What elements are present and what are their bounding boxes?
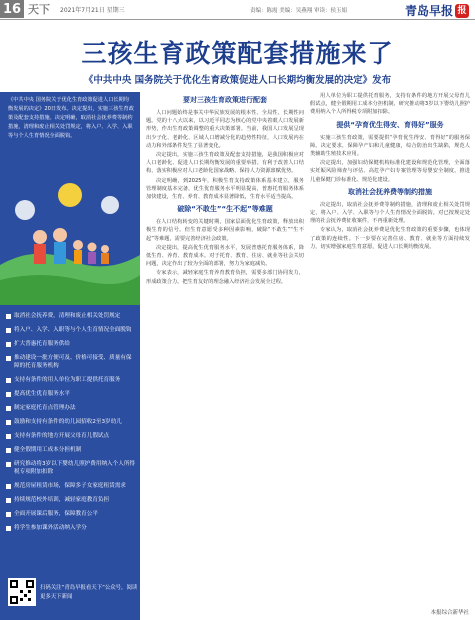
measure-item [6,482,136,490]
square-bullet-icon [6,392,11,397]
family-illustration [0,175,140,305]
article-column-1 [146,92,304,287]
measure-item [6,312,136,320]
square-bullet-icon [6,512,11,517]
measure-text: 提高优生优育服务水平 [14,391,70,397]
body-paragraph: 决定明确，到2025年，积极生育支持政策体系基本建立，服务管理制度基本完备，优生优育服务水平明显提高，普惠托育服务体系加快建设，生育、养育、教育成本显著降低，生育水平适当提高。 [146,177,304,201]
measure-text: 取消社会抚养费，清理和废止相关处罚规定 [14,313,121,319]
measure-text: 研究推动将3岁以下婴幼儿照护费用纳入个人所得税专项附加扣除 [14,461,136,475]
measure-item [6,432,136,440]
subheading: 破除“不敢生”“生不起”等难题 [177,205,273,214]
measure-item [6,354,136,370]
body-paragraph: 决定提出，提高优生优育服务水平，发展普惠托育服务体系，降低生育、养育、教育成本。对于托育、教育、住房、就业等社会关切问题，决定作出了较为全面的部署，努力为家庭减负。 [146,244,304,268]
square-bullet-icon [6,356,11,361]
body-paragraph: 专家表示，减轻家庭生育养育教育负担，需要多部门协同发力，形成政策合力。把生育友好的理念融入经济社会发展全过程。 [146,270,304,285]
square-bullet-icon [6,342,11,347]
square-bullet-icon [6,462,11,467]
measure-text: 将学生参加课外活动纳入学分 [14,525,87,531]
body-paragraph: 决定提出，加强妇幼保健机构标准化建设和规范化管理，全面落实妊娠风险筛查与评估、高危孕产妇专案管理等母婴安全制度。推进儿童保健门诊标准化、规范化建设。 [310,160,470,183]
measure-item [6,340,136,348]
measure-text: 支持有条件的地方开展父母育儿假试点 [14,433,110,439]
measure-text: 制定家庭托育点管理办法 [14,405,76,411]
measure-text: 推动建设一批方便可及、价格可接受、质量有保障的托育服务机构 [14,355,132,369]
article-column-2 [310,92,470,252]
body-paragraph: 人口问题始终是事关中华民族发展的根本性、全局性、长期性问题。党的十八大以来，以习近平同志为核心的党中央着眼人口发展新形势，作出生育政策调整的重大决策部署。当前，我国人口发展呈现出少子化、老龄化、区域人口增减分化的趋势性特征，人口发展内在动力和外部条件发生了显著变化。 [146,110,304,149]
measure-item [6,496,136,504]
qr-code[interactable] [8,578,36,606]
editor-credits: 责编：陈霞 美编：吴燕翔 审读：侯玉娟 [250,8,347,14]
page-header [0,0,475,18]
square-bullet-icon [6,448,11,453]
measure-text: 支持有条件的用人单位为职工提供托育服务 [14,377,121,383]
qr-code-icon [10,580,34,604]
measure-item [6,376,136,384]
logo-mark-icon: 报 [455,4,469,18]
square-bullet-icon [6,378,11,383]
square-bullet-icon [6,526,11,531]
body-paragraph: 专家认为，取消社会抚养费是优化生育政策的重要步骤，也体现了政策的连续性。下一步要在完善住房、教育、就业等方面持续发力，切实增强家庭生育意愿，促进人口长期均衡发展。 [310,227,470,250]
qr-caption: 扫码关注“青岛早报看天下”公众号，阅读更多天下新闻 [40,585,138,600]
measure-text: 全面开展课后服务，保障教育公平 [14,511,98,517]
newspaper-logo [405,2,469,19]
body-paragraph: 决定提出，取消社会抚养费等制约措施，清理和废止相关处罚规定，将入户、入学、入职等与个人生育情况全面脱钩。对已按规定处理的社会抚养费征收案件，不再重新处理。 [310,201,470,225]
source-credit: 本报综合新华社 [430,610,469,616]
measure-item [6,510,136,518]
square-bullet-icon [6,406,11,411]
measure-text: 将入户、入学、入职等与个人生育情况全面脱钩 [14,327,132,333]
measure-item [6,326,136,334]
square-bullet-icon [6,434,11,439]
section-name: 天下 [28,3,50,16]
measure-item [6,404,136,412]
header-divider [0,19,475,20]
page-number: 16 [0,0,24,18]
lead-paragraph: 《中共中央 国务院关于优化生育政策促进人口长期均衡发展的决定》20日发布。决定提出，实施三孩生育政策及配套支持措施。决定明确，取消社会抚养费等制约措施，清理和废止相关处罚规定，将入户、入学、入职等与个人生育情况全面脱钩。 [8,97,134,139]
measure-text: 健全假期用工成本分担机制 [14,447,82,453]
square-bullet-icon [6,498,11,503]
square-bullet-icon [6,328,11,333]
body-paragraph: 在人口结构转变的关键时期，国家层面优化生育政策，释放出积极生育的信号。但生育意愿受多种因素影响，破除“不敢生”“生不起”等难题，需要完善经济社会政策。 [146,219,304,242]
measure-item [6,446,136,454]
measure-item [6,418,136,426]
measure-text: 扩大普惠托育服务供给 [14,341,70,347]
measure-item [6,460,136,476]
square-bullet-icon [6,420,11,425]
measures-list [6,312,136,538]
square-bullet-icon [6,314,11,319]
body-paragraph: 实施三孩生育政策，需要提供“孕育优生得安、育得好”的服务保障。决定要求，保障孕产妇和儿童健康，综合防治出生缺陷，规范人类辅助生殖技术应用。 [310,134,470,158]
measure-text: 鼓励和支持有条件的幼儿园招收2至3岁幼儿 [14,419,122,425]
measure-item [6,390,136,398]
measure-text: 规范房屋租赁市场，保障多子女家庭租赁需求 [14,483,126,489]
headline: 三孩生育政策配套措施来了 [81,39,394,68]
measure-item [6,524,136,532]
issue-date: 2021年7月21日 星期三 [60,6,125,14]
subheading: 取消社会抚养费等制约措施 [348,187,432,196]
body-paragraph: 用人单位为职工提供托育服务，支持有条件的地方开展父母育儿假试点，健全假期用工成本分担机制，研究推动将3岁以下婴幼儿照护费用纳入个人所得税专项附加扣除。 [310,93,470,116]
logo-text: 青岛早报 [404,4,453,18]
subheading: 要对三孩生育政策进行配套 [183,96,267,104]
subheadline: 《中共中央 国务院关于优化生育政策促进人口长期均衡发展的决定》发布 [83,75,392,86]
subheading: 提供“孕育优生得安、育得好”服务 [336,120,444,129]
measure-text: 持续规范校外培训，减轻家庭教育负担 [14,497,110,503]
body-paragraph: 决定提出，实施三孩生育政策及配套支持措施，是我国积极应对人口老龄化、促进人口长期均衡发展的重要举措。有利于改善人口结构、落实积极应对人口老龄化国家战略、保持人力资源禀赋优势。 [146,152,304,175]
square-bullet-icon [6,484,11,489]
